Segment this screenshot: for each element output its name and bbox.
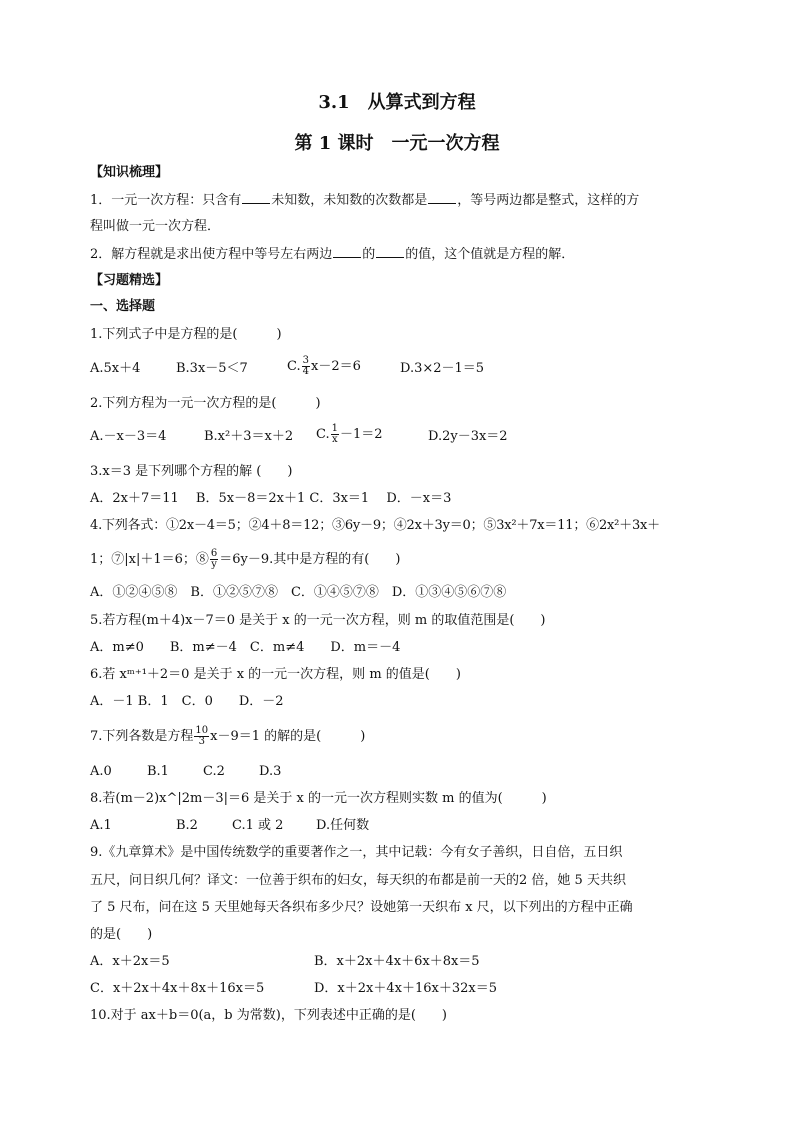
question-7 <box>90 726 710 747</box>
question-8: 8.若(m－2)x^|2m－3|＝6 是关于 x 的一元一次方程则实数 m 的值为( ) <box>90 791 547 806</box>
question-9-line-3: 了 5 尺布，问在这 5 天里她每天各织布多少尺？设她第一天织布 x 尺，以下列出的方程中正确 <box>90 900 633 915</box>
question-5: 5.若方程(m＋4)x－7＝0 是关于 x 的一元一次方程，则 m 的取值范围是( ) <box>90 613 546 628</box>
q4-numerator: 6 <box>210 548 218 559</box>
blank-2 <box>428 191 456 204</box>
knowledge-item-2-text-a: 2．解方程就是求出使方程中等号左右两边 <box>90 247 333 262</box>
knowledge-item-1-text-c: ，等号两边都是整式，这样的方 <box>457 193 640 208</box>
q6-options: A．－1 B．1 C．0 D．－2 <box>90 694 284 709</box>
q2-option-c <box>316 424 383 445</box>
q2-option-b: B.x²＋3＝x＋2 <box>204 429 294 444</box>
q1-c-prefix: C. <box>287 359 301 374</box>
q7-option-b: B.1 <box>147 764 169 779</box>
q1-c-denominator: 4 <box>302 366 309 377</box>
q2-c-denominator: x <box>331 434 338 445</box>
question-9-line-2: 五尺，问日织几何？译文：一位善于织布的妇女，每天织的布都是前一天的2 倍，她 5 天共织 <box>90 873 626 888</box>
q8-option-a: A.1 <box>90 818 112 833</box>
q7-numerator: 10 <box>195 725 209 736</box>
q4-fraction <box>210 549 218 570</box>
q1-c-suffix: x－2＝6 <box>311 359 361 374</box>
lesson-title: 第 1 课时 一元一次方程 <box>294 133 500 154</box>
question-9-line-1: 9.《九章算术》是中国传统数学的重要著作之一，其中记载：今有女子善织，日自倍，五日织 <box>90 845 623 860</box>
q4-denominator: y <box>211 559 217 570</box>
q2-option-a: A.－x－3＝4 <box>90 429 167 444</box>
q7-option-a: A.0 <box>90 764 112 779</box>
question-9-line-4: 的是( ) <box>90 927 153 942</box>
q9-option-a: A．x＋2x＝5 <box>90 954 170 969</box>
question-3: 3.x＝3 是下列哪个方程的解 ( ) <box>90 464 293 479</box>
q7-option-c: C.2 <box>203 764 225 779</box>
q2-c-numerator: 1 <box>331 423 338 434</box>
question-10: 10.对于 ax＋b＝0(a，b 为常数)，下列表述中正确的是( ) <box>90 1008 447 1023</box>
knowledge-heading: 【知识梳理】 <box>90 165 169 180</box>
q1-c-numerator: 3 <box>302 355 309 366</box>
knowledge-item-1 <box>90 191 710 210</box>
q1-option-c <box>287 356 361 377</box>
q8-option-d: D.任何数 <box>316 818 370 833</box>
q1-option-b: B.3x－5＜7 <box>176 361 248 376</box>
q4-prefix: 1；⑦|x|＋1＝6；⑧ <box>90 552 209 567</box>
q4-suffix: ＝6y－9.其中是方程的有( ) <box>219 552 401 567</box>
section-choice-heading: 一、选择题 <box>90 299 156 314</box>
q9-option-c: C．x＋2x＋4x＋8x＋16x＝5 <box>90 981 265 996</box>
knowledge-item-1-cont: 程叫做一元一次方程． <box>90 219 221 234</box>
question-4: 4.下列各式：①2x－4＝5；②4＋8＝12；③6y－9；④2x＋3y＝0；⑤3x²＋7x＝11；⑥2x²＋3x＋ <box>90 518 660 533</box>
q7-suffix: x－9＝1 的解的是( ) <box>210 729 366 744</box>
q8-option-b: B.2 <box>176 818 198 833</box>
knowledge-item-2-text-b: 的 <box>362 247 376 262</box>
q4-options: A．①②④⑤⑧ B．①②⑤⑦⑧ C．①④⑤⑦⑧ D．①③④⑤⑥⑦⑧ <box>90 585 507 600</box>
q1-c-fraction <box>302 356 310 377</box>
q5-options: A．m≠0 B．m≠－4 C．m≠4 D．m＝－4 <box>90 640 401 655</box>
q7-option-d: D.3 <box>259 764 282 779</box>
q2-option-d: D.2y－3x＝2 <box>428 429 508 444</box>
exercise-heading: 【习题精选】 <box>90 273 169 288</box>
question-6: 6.若 xᵐ⁺¹＋2＝0 是关于 x 的一元一次方程，则 m 的值是( ) <box>90 667 461 682</box>
q9-option-d: D．x＋2x＋4x＋16x＋32x＝5 <box>314 981 497 996</box>
q1-option-d: D.3×2－1＝5 <box>400 361 485 376</box>
blank-1 <box>242 191 270 204</box>
question-4-cont <box>90 549 710 570</box>
q2-c-prefix: C. <box>316 427 330 442</box>
q3-options: A．2x＋7＝11 B．5x－8＝2x＋1 C．3x＝1 D．－x＝3 <box>90 491 452 506</box>
knowledge-item-2 <box>90 245 710 264</box>
q2-c-fraction <box>331 424 339 445</box>
knowledge-item-1-text-a: 1．一元一次方程：只含有 <box>90 193 242 208</box>
blank-3 <box>333 245 361 258</box>
q7-fraction <box>194 726 209 747</box>
q2-c-suffix: －1＝2 <box>340 427 383 442</box>
q8-option-c: C.1 或 2 <box>232 818 284 833</box>
blank-4 <box>376 245 404 258</box>
q1-option-a: A.5x＋4 <box>90 361 141 376</box>
q7-prefix: 7.下列各数是方程 <box>90 729 194 744</box>
knowledge-item-2-text-c: 的值，这个值就是方程的解． <box>405 247 575 262</box>
section-title: 3.1 从算式到方程 <box>318 92 476 113</box>
q9-option-b: B．x＋2x＋4x＋6x＋8x＝5 <box>314 954 480 969</box>
knowledge-item-1-text-b: 未知数，未知数的次数都是 <box>271 193 428 208</box>
q7-denominator: 3 <box>198 736 205 747</box>
question-2: 2.下列方程为一元一次方程的是( ) <box>90 396 321 411</box>
question-1: 1.下列式子中是方程的是( ) <box>90 327 282 342</box>
